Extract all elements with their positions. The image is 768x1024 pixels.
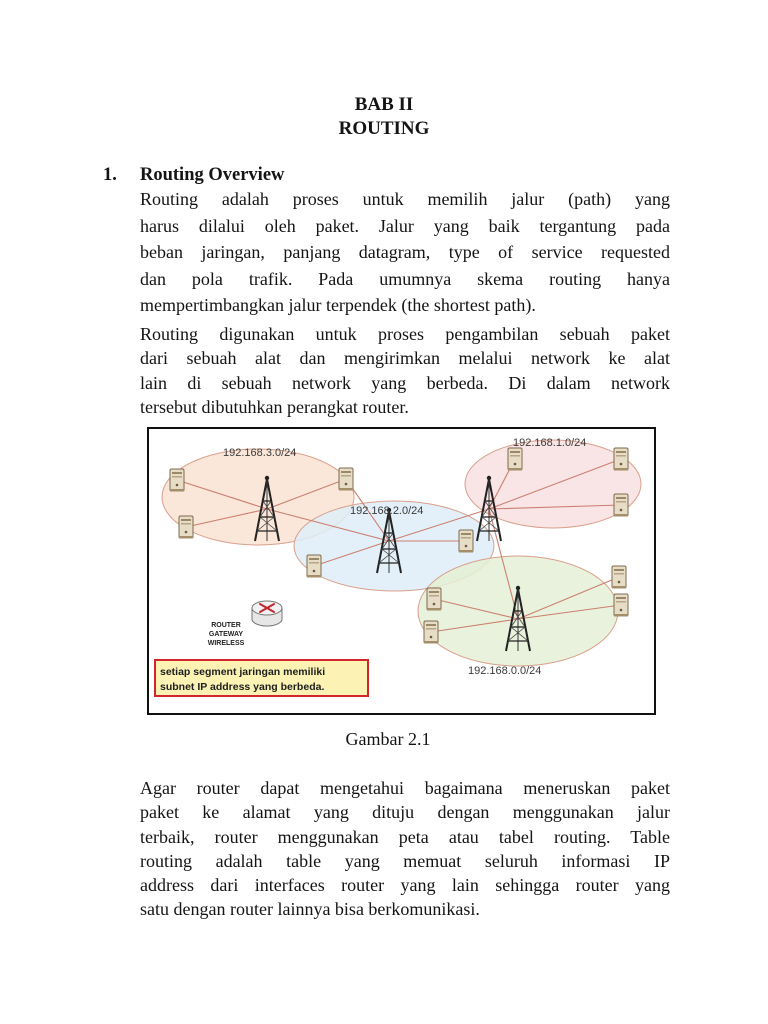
text-line: lain di sebuah network yang berbeda. Di dalam network xyxy=(140,372,670,393)
network-label-192-168-0: 192.168.0.0/24 xyxy=(468,665,542,677)
network-diagram xyxy=(149,429,654,713)
text-line: terbaik, router menggunakan peta atau tabel routing. Table xyxy=(140,826,670,847)
paragraph-routing-table xyxy=(140,776,670,922)
note-text: setiap segment jaringan memiliki xyxy=(160,666,326,678)
desktop-computer-icon xyxy=(170,469,184,492)
desktop-computer-icon xyxy=(424,621,438,644)
desktop-computer-icon xyxy=(339,468,353,491)
desktop-computer-icon xyxy=(307,555,321,578)
note-text: subnet IP address yang berbeda. xyxy=(160,681,325,693)
section-number: 1. xyxy=(103,165,117,185)
desktop-computer-icon xyxy=(612,566,626,589)
caption-text: Gambar 2.1 xyxy=(345,729,431,749)
text-line: Agar router dapat mengetahui bagaimana meneruskan paket xyxy=(140,778,670,798)
text-line: Routing adalah proses untuk memilih jalur (path) yang xyxy=(140,189,670,209)
text-line: paket ke alamat yang dituju dengan menggunakan jalur xyxy=(140,802,670,823)
network-diagram-figure xyxy=(147,427,656,715)
paragraph-routing-definition xyxy=(140,186,670,319)
chapter-number: BAB II xyxy=(354,94,414,115)
text-line: tersebut dibutuhkan perangkat router. xyxy=(140,396,409,417)
router-label: WIRELESS xyxy=(207,640,245,647)
desktop-computer-icon xyxy=(614,494,628,517)
network-label-192-168-1: 192.168.1.0/24 xyxy=(513,437,587,449)
text-line: mempertimbangkan jalur terpendek (the shortest path). xyxy=(140,295,536,315)
network-label-192-168-2: 192.168.2.0/24 xyxy=(350,505,424,517)
router-label: ROUTER xyxy=(211,622,241,629)
desktop-computer-icon xyxy=(508,448,522,471)
chapter-title: ROUTING xyxy=(338,118,430,139)
figure-caption xyxy=(0,729,768,750)
note-callout xyxy=(155,660,368,696)
text-line: dari sebuah alat dan mengirimkan melalui network ke alat xyxy=(140,348,670,369)
text-line: routing adalah table yang memuat seluruh informasi IP xyxy=(140,850,670,871)
desktop-computer-icon xyxy=(179,516,193,539)
text-line: address dari interfaces router yang lain sehingga router yang xyxy=(140,875,670,896)
section-title: Routing Overview xyxy=(140,165,285,185)
paragraph-routing-usage xyxy=(140,322,670,419)
wireless-router-icon xyxy=(252,601,282,626)
text-line: dan pola trafik. Pada umumnya skema routing hanya xyxy=(140,268,670,289)
router-label: GATEWAY xyxy=(208,631,244,638)
text-line: beban jaringan, panjang datagram, type of service requested xyxy=(140,242,670,262)
desktop-computer-icon xyxy=(427,588,441,611)
desktop-computer-icon xyxy=(459,530,473,553)
text-line: harus dilalui oleh paket. Jalur yang baik tergantung pada xyxy=(140,215,670,236)
text-line: Routing digunakan untuk proses pengambilan sebuah paket xyxy=(140,324,670,344)
text-line: satu dengan router lainnya bisa berkomunikasi. xyxy=(140,899,480,920)
network-label-192-168-3: 192.168.3.0/24 xyxy=(223,447,297,459)
desktop-computer-icon xyxy=(614,594,628,617)
desktop-computer-icon xyxy=(614,448,628,471)
